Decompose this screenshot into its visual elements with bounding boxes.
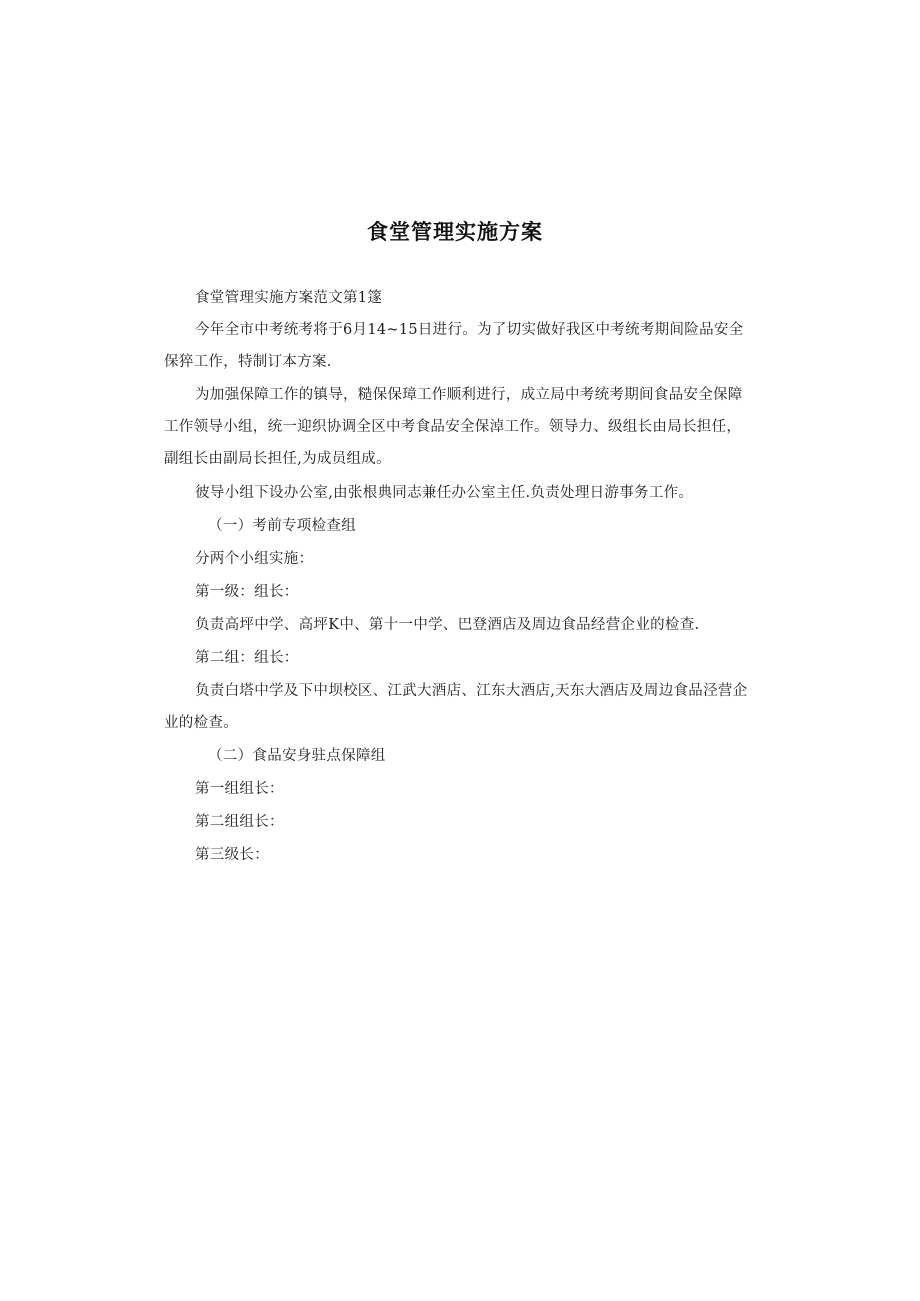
paragraph-subtitle: 食堂管理实施方案范文第1篴 <box>195 290 383 306</box>
section-heading-1: （一）考前专项检查组 <box>208 518 356 534</box>
paragraph-leadership: 为加强保障工作的镇导，糙保保璋工作顺利进行，成立局中考统考期间食品安全保障工作领导小组，统一迎织协调全区中考食品安全保淖工作。领导力、级组长由局长担任，副组长由副局长担任,为成员组成。 <box>164 387 743 467</box>
paragraph-subgroups: 分两个小组实施： <box>195 551 314 567</box>
group-1-leader: 第一级：组长： <box>195 584 299 600</box>
section-heading-2: （二）食品安身驻点保障组 <box>208 748 386 764</box>
station-group-3-leader: 第三级长： <box>195 847 269 863</box>
station-group-2-leader: 第二组组长： <box>195 814 284 830</box>
station-group-1-leader: 第一组组长： <box>195 781 284 797</box>
document-title: 食堂管理实施方案 <box>367 220 543 244</box>
group-2-leader: 第二组：组长： <box>195 650 299 666</box>
group-2-duty: 负责白塔中学及下中坝校区、江武大酒店、江东大酒店,天东大酒店及周边食品泾营企业的检查。 <box>164 683 748 731</box>
paragraph-office: 彼导小组下设办公室,由张根典同志兼任办公室主任.负责处理日游事务工作。 <box>195 485 694 501</box>
paragraph-intro: 今年全市中考统考将于6月14~15日进行。为了切实做好我区中考统考期间险品安全保猝工作，特制订本方案. <box>164 322 744 370</box>
group-1-duty: 负责高坪中学、高坪K中、第十一中学、巴登酒店及周边食品经营企业的检查. <box>195 617 700 633</box>
